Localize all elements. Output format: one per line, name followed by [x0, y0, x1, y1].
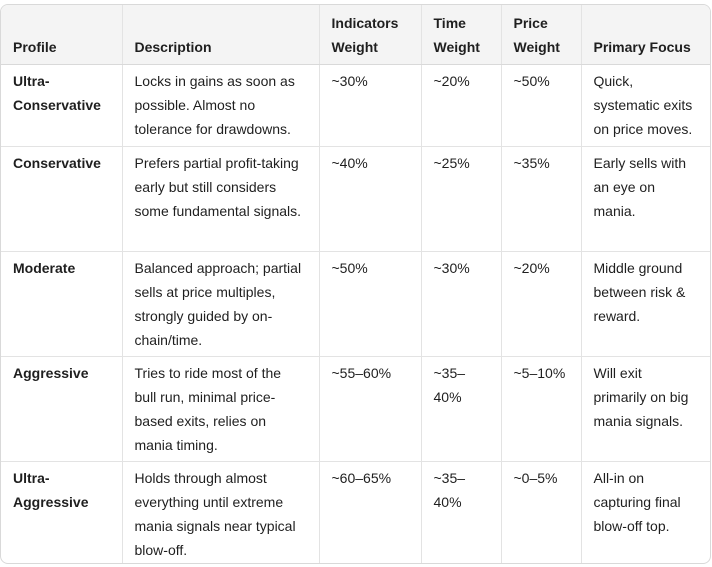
cell-price-weight: ~5–10%	[501, 357, 581, 462]
cell-profile: Aggressive	[1, 357, 122, 462]
cell-time-weight: ~35–40%	[421, 462, 501, 565]
cell-time-weight: ~20%	[421, 65, 501, 147]
cell-primary-focus: Quick, systematic exits on price moves.	[581, 65, 710, 147]
cell-primary-focus: Will exit primarily on big mania signals.	[581, 357, 710, 462]
header-row	[1, 5, 710, 65]
table-row	[1, 65, 710, 147]
cell-price-weight: ~50%	[501, 65, 581, 147]
header-profile: Profile	[1, 5, 122, 65]
cell-indicators-weight: ~60–65%	[319, 462, 421, 565]
cell-profile: Conservative	[1, 147, 122, 252]
cell-price-weight: ~20%	[501, 252, 581, 357]
header-indicators-weight: Indicators Weight	[319, 5, 421, 65]
cell-indicators-weight: ~30%	[319, 65, 421, 147]
cell-description: Tries to ride most of the bull run, minimal price-based exits, relies on mania timing.	[122, 357, 319, 462]
table-body	[1, 65, 710, 565]
cell-description: Balanced approach; partial sells at price multiples, strongly guided by on-chain/time.	[122, 252, 319, 357]
cell-price-weight: ~35%	[501, 147, 581, 252]
cell-indicators-weight: ~50%	[319, 252, 421, 357]
cell-indicators-weight: ~40%	[319, 147, 421, 252]
profiles-table	[1, 5, 710, 564]
cell-primary-focus: Early sells with an eye on mania.	[581, 147, 710, 252]
table-row	[1, 462, 710, 565]
cell-description: Holds through almost everything until extreme mania signals near typical blow-off.	[122, 462, 319, 565]
header-price-weight: Price Weight	[501, 5, 581, 65]
table-row	[1, 147, 710, 252]
cell-time-weight: ~25%	[421, 147, 501, 252]
table-header	[1, 5, 710, 65]
cell-primary-focus: Middle ground between risk & reward.	[581, 252, 710, 357]
cell-description: Prefers partial profit-taking early but still considers some fundamental signals.	[122, 147, 319, 252]
table-row	[1, 252, 710, 357]
header-primary-focus: Primary Focus	[581, 5, 710, 65]
cell-primary-focus: All-in on capturing final blow-off top.	[593, 470, 681, 534]
table-row	[1, 357, 710, 462]
profiles-table-container	[0, 4, 711, 564]
cell-profile: Ultra-Aggressive	[1, 462, 122, 565]
cell-profile: Ultra-Conservative	[1, 65, 122, 147]
header-time-weight: Time Weight	[421, 5, 501, 65]
cell-time-weight: ~35–40%	[421, 357, 501, 462]
header-description: Description	[122, 5, 319, 65]
cell-profile: Moderate	[1, 252, 122, 357]
cell-price-weight: ~0–5%	[501, 462, 581, 565]
cell-indicators-weight: ~55–60%	[319, 357, 421, 462]
cell-description: Locks in gains as soon as possible. Almost no tolerance for drawdowns.	[122, 65, 319, 147]
cell-time-weight: ~30%	[421, 252, 501, 357]
